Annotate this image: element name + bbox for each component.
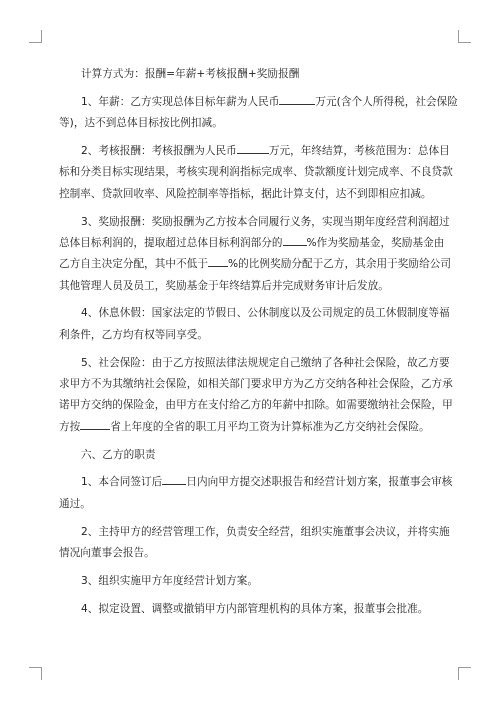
duty-4-line-1: 4、拟定设置、调整或撤销甲方内部管理机构的具体方案，报董事会批准。 bbox=[81, 602, 429, 615]
duties-heading: 六、乙方的职责 bbox=[81, 448, 156, 461]
crop-mark-top-right bbox=[458, 30, 471, 43]
duty-3-line-1: 3、组织实施甲方年度经营计划方案。 bbox=[81, 574, 259, 587]
bonus-line-1: 3、奖励报酬：奖励报酬为乙方按本合同履行义务，实现当期年度经营利润超过 bbox=[81, 215, 450, 228]
insurance-line-4 bbox=[59, 417, 441, 438]
bonus-text-a: 总体目标利润的，提取超过总体目标利润部分的 bbox=[59, 236, 283, 249]
assessment-line-2: 标和分类目标实现结果，考核实现利润指标完成率、贷款额度计划完成率、不良贷款 bbox=[59, 166, 453, 179]
annual-salary-text-a: 1、年薪：乙方实现总体目标年薪为人民币 bbox=[81, 95, 280, 108]
insurance-line-3: 诺甲方交纳的保险金，由甲方在支付给乙方的年薪中扣除。如需要缴纳社会保险，甲 bbox=[59, 399, 453, 412]
insurance-line-2: 求甲方不为其缴纳社会保险，如相关部门要求甲方为乙方交纳各种社会保险，乙方承 bbox=[59, 378, 453, 391]
insurance-text-a: 方按 bbox=[59, 420, 81, 433]
vacation-line-2: 利条件，乙方均有权等同享受。 bbox=[59, 328, 209, 341]
assessment-text-b: 万元，年终结算，考核范围为：总体目 bbox=[268, 144, 450, 157]
document-body bbox=[59, 64, 458, 620]
duty-1-line-1 bbox=[59, 472, 453, 493]
annual-salary-line-2: 等)，达不到总体目标按比例扣减。 bbox=[59, 117, 223, 130]
duty-2-line-1: 2、主持甲方的经营管理工作，负责安全经营，组织实施董事会决议，并将实施 bbox=[81, 525, 450, 538]
annual-salary-amount-blank bbox=[279, 93, 315, 105]
bonus-min-percent-blank bbox=[208, 255, 228, 267]
duty-1-text-b: 日内向甲方提交述职报告和经营计划方案，报董事会审核 bbox=[186, 476, 453, 489]
assessment-text-a: 2、考核报酬：考核报酬为人民币 bbox=[81, 144, 237, 157]
vacation-line-1: 4、休息休假：国家法定的节假日、公休制度以及公司规定的员工休假制度等福 bbox=[81, 307, 450, 320]
assessment-line-1 bbox=[59, 141, 450, 162]
bonus-line-3 bbox=[59, 254, 452, 275]
bonus-percent-blank bbox=[283, 234, 307, 246]
crop-mark-bottom-left bbox=[29, 667, 42, 680]
duty-2-line-2: 情况向董事会报告。 bbox=[59, 546, 155, 559]
annual-salary-text-b: 万元(含个人所得税，社会保险 bbox=[315, 95, 458, 108]
bonus-line-2 bbox=[59, 233, 445, 254]
duty-1-text-a: 1、本合同签订后 bbox=[81, 476, 163, 489]
insurance-text-b: 省上年度的全省的职工月平均工资为计算标准为乙方交纳社会保险。 bbox=[110, 420, 430, 433]
crop-mark-bottom-right bbox=[458, 667, 471, 680]
compensation-formula: 计算方式为：报酬=年薪+考核报酬+奖励报酬 bbox=[81, 68, 300, 80]
assessment-amount-blank bbox=[237, 142, 269, 154]
duty-1-line-2: 通过。 bbox=[59, 497, 91, 510]
crop-mark-top-left bbox=[29, 30, 42, 43]
insurance-province-blank bbox=[80, 418, 110, 430]
annual-salary-line-1 bbox=[59, 92, 458, 113]
assessment-line-3: 控制率、贷款回收率、风险控制率等指标，据此计算支付，达不到即相应扣减。 bbox=[59, 187, 432, 200]
bonus-line-4: 其他管理人员及员工，奖励基金于年终结算后并完成财务审计后发放。 bbox=[59, 279, 389, 292]
bonus-text-c: 乙方自主决定分配，其中不低于 bbox=[59, 258, 209, 271]
bonus-text-d: %的比例奖励分配于乙方，其余用于奖励给公司 bbox=[228, 258, 452, 271]
insurance-line-1: 5、社会保险：由于乙方按照法律法规规定自己缴纳了各种社会保险，故乙方要 bbox=[81, 356, 450, 369]
duty-1-days-blank bbox=[162, 473, 186, 485]
bonus-text-b: %作为奖励基金，奖励基金由 bbox=[306, 236, 445, 249]
